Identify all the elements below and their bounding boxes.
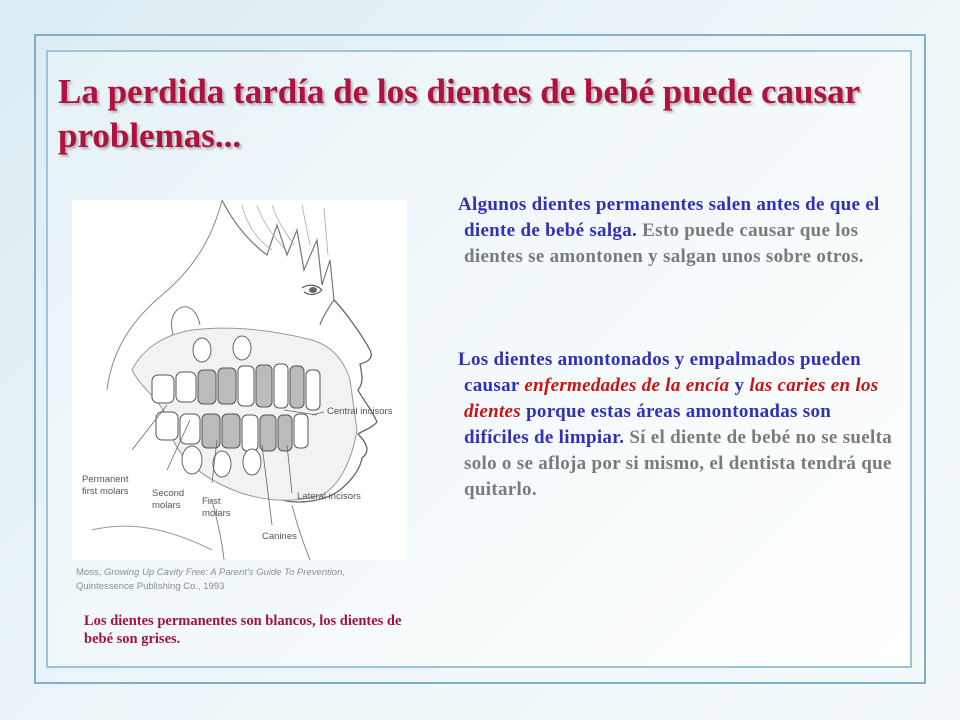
label-first-molars: molars [202,508,231,519]
credit-title: Growing Up Cavity Free: A Parent's Guide To Prevention, [103,567,345,578]
paragraph-2-part1: Los dientes amontonados y empalmados pueden causar [458,349,861,396]
label-lateral-incisors: Lateral incisors [297,491,361,502]
credit-publisher: Quintessence Publishing Co., 1993 [76,581,225,592]
label-second: Second [152,488,185,499]
label-first: First [202,496,221,507]
paragraph-1-blue: Algunos dientes permanentes salen antes de que el diente de bebé salga. [458,194,880,241]
figure-credit [76,566,406,594]
label-first-molars-perm: first molars [82,486,129,497]
paragraph-2-part2: porque estas áreas amontonadas son difíciles de limpiar. [464,401,832,448]
slide-title: La perdida tardía de los dientes de bebé puede causar problemas... [58,72,860,155]
paragraph-2-cavities: las caries en los dientes [464,375,879,422]
paragraph-2 [458,347,900,503]
pupil [309,287,317,293]
paragraph-1 [458,192,900,270]
paragraph-2-gum-disease: enfermedades de la encía [524,375,730,396]
label-second-molars: molars [152,500,181,511]
figure-caption: Los dientes permanentes son blancos, los dientes de bebé son grises. [84,613,402,647]
label-permanent: Permanent [82,474,129,485]
paragraph-1-gray: Esto puede causar que los dientes se amontonen y salgan unos sobre otros. [464,220,864,267]
paragraph-2-gray: Sí el diente de bebé no se suelta solo o se afloja por si mismo, el dentista tendrá que quitarlo. [464,427,893,500]
credit-author: Moss, [76,567,102,578]
dental-illustration [72,200,407,560]
jaw-drawing [72,200,407,560]
paragraph-2-and: y [734,375,745,396]
shoulder [92,526,212,550]
label-central-incisors: Central incisors [327,406,393,417]
label-canines: Canines [262,531,297,542]
